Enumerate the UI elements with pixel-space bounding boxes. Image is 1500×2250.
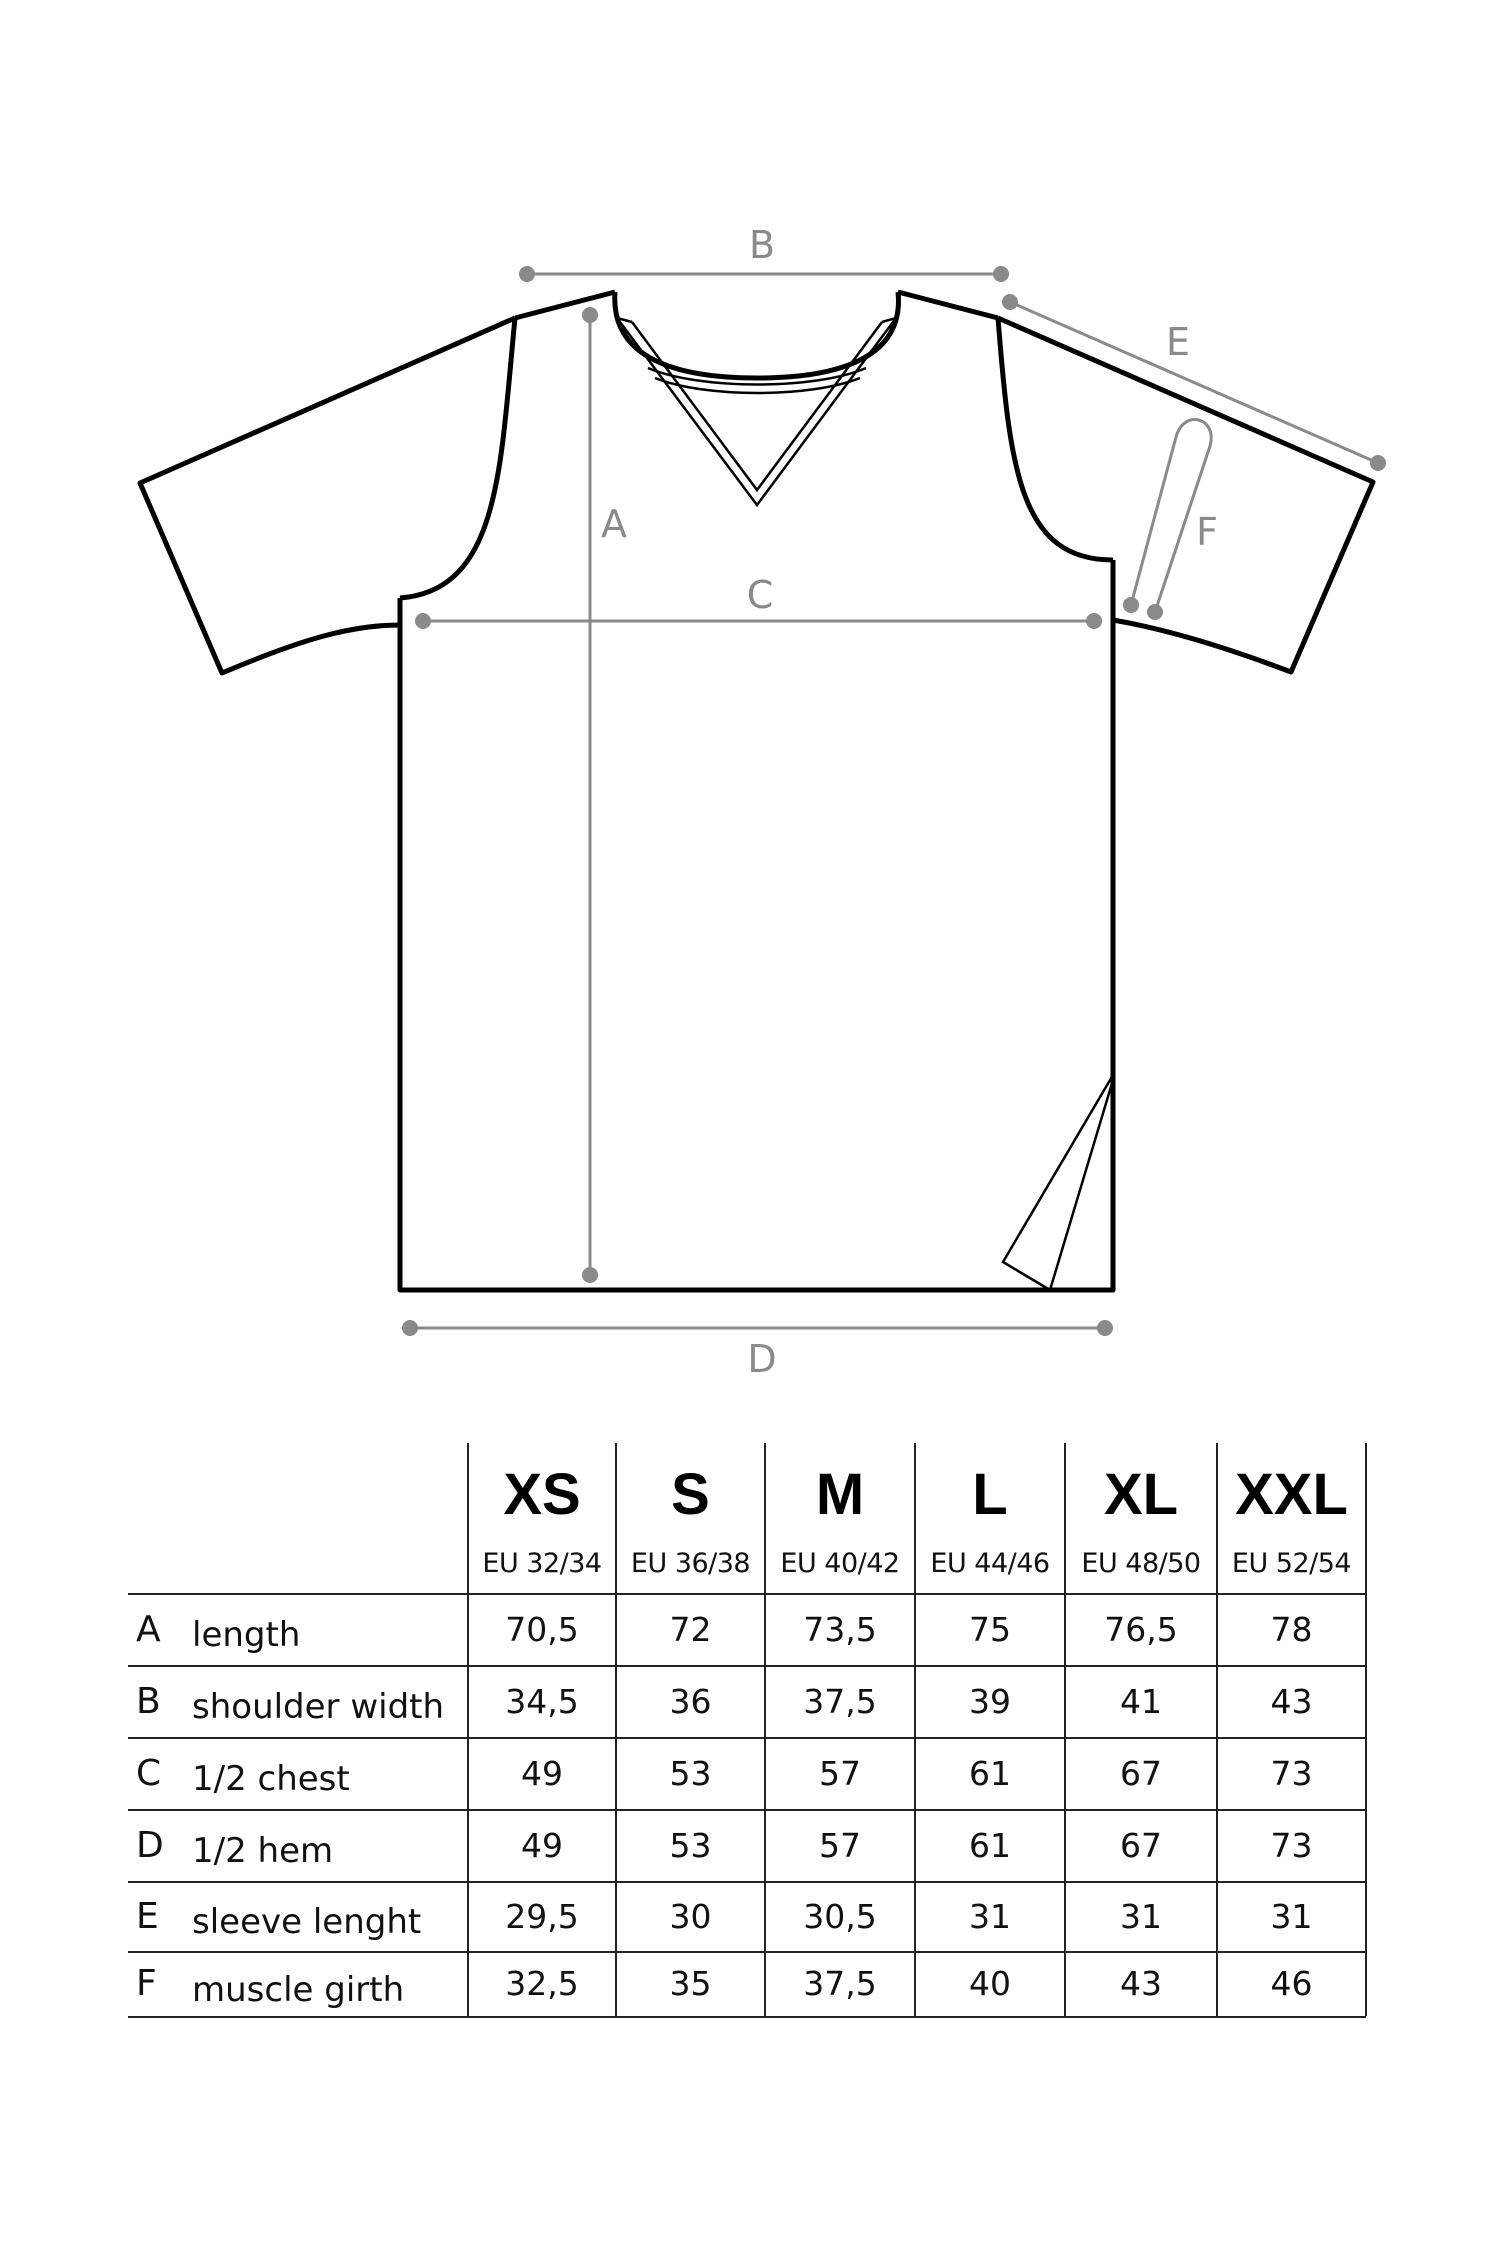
table-cell: 29,5 bbox=[505, 1896, 579, 1936]
table-cell: 49 bbox=[521, 1825, 563, 1865]
measure-e-line bbox=[1010, 302, 1378, 463]
table-cell: 30 bbox=[669, 1896, 712, 1936]
table-cell: 31 bbox=[969, 1896, 1011, 1936]
table-cell: 73 bbox=[1270, 1825, 1313, 1865]
row-letter-d: D bbox=[136, 1824, 164, 1866]
right-sleeve bbox=[998, 318, 1373, 672]
eu-size-l: EU 44/46 bbox=[930, 1547, 1050, 1579]
table-cell: 30,5 bbox=[803, 1896, 877, 1936]
table-cell: 43 bbox=[1120, 1964, 1162, 2003]
table-cell: 49 bbox=[521, 1753, 563, 1793]
label-d: D bbox=[747, 1337, 777, 1381]
table-cell: 31 bbox=[1270, 1896, 1313, 1936]
table-cell: 32,5 bbox=[505, 1964, 579, 2003]
row-name-a: length bbox=[192, 1615, 301, 1655]
size-header-xl: XL bbox=[1103, 1461, 1179, 1527]
label-f: F bbox=[1196, 510, 1218, 554]
table-cell: 73,5 bbox=[803, 1609, 877, 1649]
table-cell: 53 bbox=[669, 1753, 712, 1793]
row-letter-b: B bbox=[136, 1680, 161, 1722]
shirt-body bbox=[400, 560, 1113, 1290]
eu-size-xs: EU 32/34 bbox=[482, 1547, 602, 1579]
eu-size-xl: EU 48/50 bbox=[1081, 1547, 1201, 1579]
row-letter-a: A bbox=[136, 1608, 161, 1650]
row-name-c: 1/2 chest bbox=[192, 1759, 350, 1799]
table-cell: 78 bbox=[1270, 1609, 1313, 1649]
table-cell: 67 bbox=[1120, 1825, 1162, 1865]
table-cell: 43 bbox=[1270, 1681, 1313, 1721]
label-b: B bbox=[748, 223, 776, 267]
table-cell: 53 bbox=[669, 1825, 712, 1865]
row-letter-c: C bbox=[136, 1752, 162, 1794]
left-shoulder bbox=[515, 292, 615, 318]
label-c: C bbox=[746, 573, 774, 617]
table-cell: 73 bbox=[1270, 1753, 1313, 1793]
size-header-m: M bbox=[815, 1461, 865, 1527]
row-letter-e: E bbox=[136, 1895, 159, 1937]
table-cell: 61 bbox=[969, 1825, 1011, 1865]
size-header-s: S bbox=[671, 1461, 710, 1527]
tshirt-outline bbox=[140, 292, 1373, 1290]
table-cell: 61 bbox=[969, 1753, 1011, 1793]
size-header-xxl: XXL bbox=[1235, 1461, 1348, 1527]
table-cell: 31 bbox=[1120, 1896, 1162, 1936]
v-neck-trim bbox=[617, 318, 896, 505]
table-cell: 36 bbox=[669, 1681, 712, 1721]
size-header-xs: XS bbox=[503, 1461, 581, 1527]
table-row-divider bbox=[128, 2016, 1366, 2018]
table-cell: 37,5 bbox=[803, 1964, 877, 2003]
label-a: A bbox=[601, 502, 627, 546]
label-e: E bbox=[1165, 320, 1191, 364]
table-cell: 40 bbox=[969, 1964, 1011, 2003]
side-slit bbox=[1003, 1075, 1113, 1290]
row-name-e: sleeve lenght bbox=[192, 1902, 422, 1942]
table-cell: 75 bbox=[969, 1609, 1011, 1649]
row-letter-f: F bbox=[136, 1963, 157, 2004]
table-cell: 35 bbox=[669, 1964, 712, 2003]
eu-size-xxl: EU 52/54 bbox=[1231, 1547, 1352, 1579]
eu-size-m: EU 40/42 bbox=[780, 1547, 900, 1579]
back-neckline bbox=[615, 292, 899, 378]
right-armhole bbox=[998, 318, 1113, 560]
row-name-f: muscle girth bbox=[192, 1969, 405, 2010]
table-cell: 46 bbox=[1270, 1964, 1313, 2003]
table-cell: 57 bbox=[819, 1753, 861, 1793]
table-cell: 41 bbox=[1120, 1681, 1162, 1721]
table-cell: 39 bbox=[969, 1681, 1011, 1721]
size-header-l: L bbox=[972, 1461, 1008, 1527]
table-cell: 76,5 bbox=[1104, 1609, 1178, 1649]
measurement-lines bbox=[402, 266, 1386, 1336]
row-name-b: shoulder width bbox=[192, 1687, 445, 1727]
right-shoulder bbox=[898, 292, 998, 318]
eu-size-s: EU 36/38 bbox=[630, 1547, 751, 1579]
table-cell: 57 bbox=[819, 1825, 861, 1865]
table-cell: 34,5 bbox=[505, 1681, 579, 1721]
table-cell: 70,5 bbox=[505, 1609, 579, 1649]
table-cell: 37,5 bbox=[803, 1681, 877, 1721]
table-cell: 67 bbox=[1120, 1753, 1162, 1793]
table-cell: 72 bbox=[669, 1609, 712, 1649]
row-name-d: 1/2 hem bbox=[192, 1831, 334, 1871]
